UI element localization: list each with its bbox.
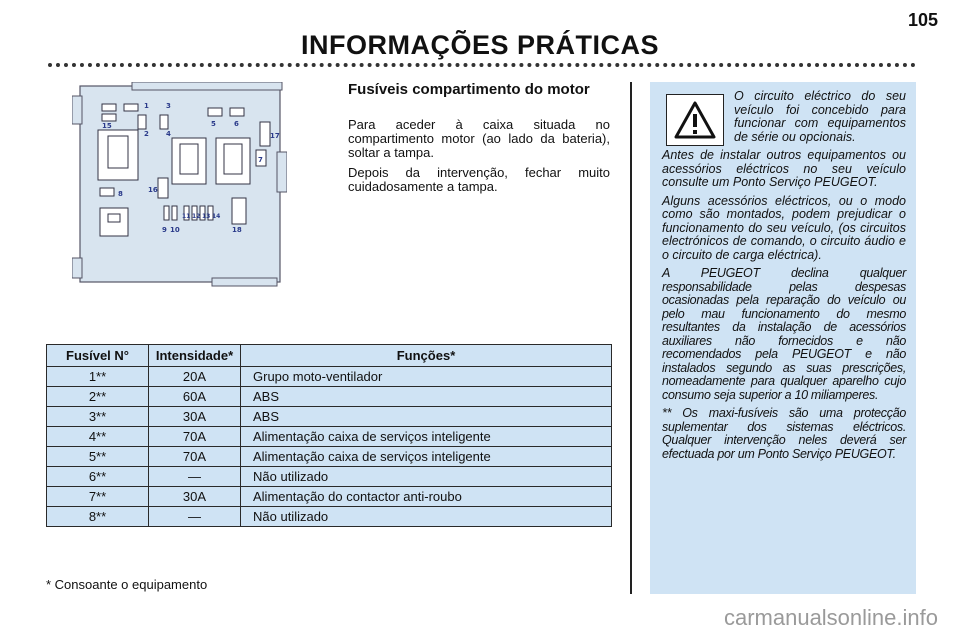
footnote: * Consoante o equipamento [46,577,208,592]
fuse-label: 14 [212,213,221,220]
fuse-amperage: 30A [149,487,241,507]
fuse-amperage: — [149,467,241,487]
body-paragraph: Depois da intervenção, fechar muito cuidadosamente a tampa. [348,165,610,194]
watermark: carmanualsonline.info [723,605,938,630]
table-row [47,447,612,467]
fuse-label: 16 [148,186,158,194]
table-row [47,467,612,487]
fuse-amperage: 20A [149,367,241,387]
fuse-number: 3** [47,407,149,427]
warning-paragraph: Alguns acessórios eléctricos, ou o modo como são montados, podem prejudicar o funcionamento do seu veículo, (os circuitos electrónicos de comando, o circuito áudio e o circuito de carga eléctrica). [662,193,906,262]
warning-paragraph: A PEUGEOT declina qualquer responsabilidade pelas despesas ocasionadas pela reparação do veículo ou pelo mau funcionamento do mesmo resultantes da instalação de acessórios auxiliares não fornecidos e não recomendados pela PEUGEOT e não instalados segundo as suas prescrições, nomeadamente para qualquer aparelho cujo consumo seja superior a 10 miliamperes. [662,266,906,402]
fuse-function: Grupo moto-ventilador [241,367,612,387]
column-header: Fusível N° [47,345,149,367]
fuse-number: 6** [47,467,149,487]
fuse-label: 1 [144,102,149,110]
fuse-number: 2** [47,387,149,407]
warning-paragraph: ** Os maxi-fusíveis são uma protecção suplementar dos sistemas eléctricos. Qualquer intervenção neles deverá ser efectuada por um Ponto Serviço PEUGEOT. [662,406,906,461]
page-number: 105 [907,10,938,30]
warning-panel [650,82,916,594]
section-heading: Fusíveis compartimento do motor [348,81,590,98]
fuse-label: 5 [211,120,216,128]
fuse-function: Não utilizado [241,507,612,527]
fuse-label: 3 [166,102,171,110]
fuse-amperage: 70A [149,427,241,447]
fuse-label: 15 [102,122,112,130]
column-header: Funções* [241,345,612,367]
table-row [47,387,612,407]
fuse-label: 4 [166,130,171,138]
warning-paragraph: O circuito eléctrico do seu veículo foi concebido para funcionar com equipamentos de série ou opcionais. [734,89,906,144]
fuse-label: 10 [170,226,180,234]
fuse-function: Alimentação caixa de serviços inteligente [241,447,612,467]
table-row [47,407,612,427]
fuse-label: 8 [118,190,123,198]
fuse-number: 7** [47,487,149,507]
page-title: INFORMAÇÕES PRÁTICAS [300,30,659,60]
table-row [47,427,612,447]
fuse-amperage: 70A [149,447,241,467]
fuse-function: Alimentação do contactor anti-roubo [241,487,612,507]
fuse-label: 13 [202,213,211,220]
fuse-amperage: 30A [149,407,241,427]
fuse-function: Alimentação caixa de serviços inteligente [241,427,612,447]
fuse-number: 1** [47,367,149,387]
fuse-label: 7 [258,156,263,164]
column-header: Intensidade* [149,345,241,367]
fuse-table [46,344,612,527]
fuse-label: 12 [192,213,201,220]
fuse-number: 5** [47,447,149,467]
table-header-row [47,345,612,367]
fuse-label: 11 [182,213,191,220]
dotted-divider [48,63,916,67]
table-row [47,367,612,387]
table-row [47,487,612,507]
fuse-amperage: — [149,507,241,527]
fuse-label: 2 [144,130,149,138]
fuse-number: 8** [47,507,149,527]
table-row [47,507,612,527]
fuse-label: 17 [270,132,280,140]
fuse-label: 6 [234,120,239,128]
fuse-function: ABS [241,407,612,427]
fuse-label: 9 [162,226,167,234]
fuse-function: Não utilizado [241,467,612,487]
section-body [348,118,610,200]
warning-paragraph: Antes de instalar outros equipamentos ou acessórios eléctricos no seu veículo consulte um Ponto Serviço PEUGEOT. [662,148,906,189]
fuse-box-diagram [72,82,287,292]
fuse-amperage: 60A [149,387,241,407]
warning-triangle-icon [666,94,724,146]
body-paragraph: Para aceder à caixa situada no compartimento motor (ao lado da bateria), soltar a tampa. [348,117,610,160]
fuse-number: 4** [47,427,149,447]
fuse-function: ABS [241,387,612,407]
fuse-label: 18 [232,226,242,234]
column-divider [630,82,632,594]
